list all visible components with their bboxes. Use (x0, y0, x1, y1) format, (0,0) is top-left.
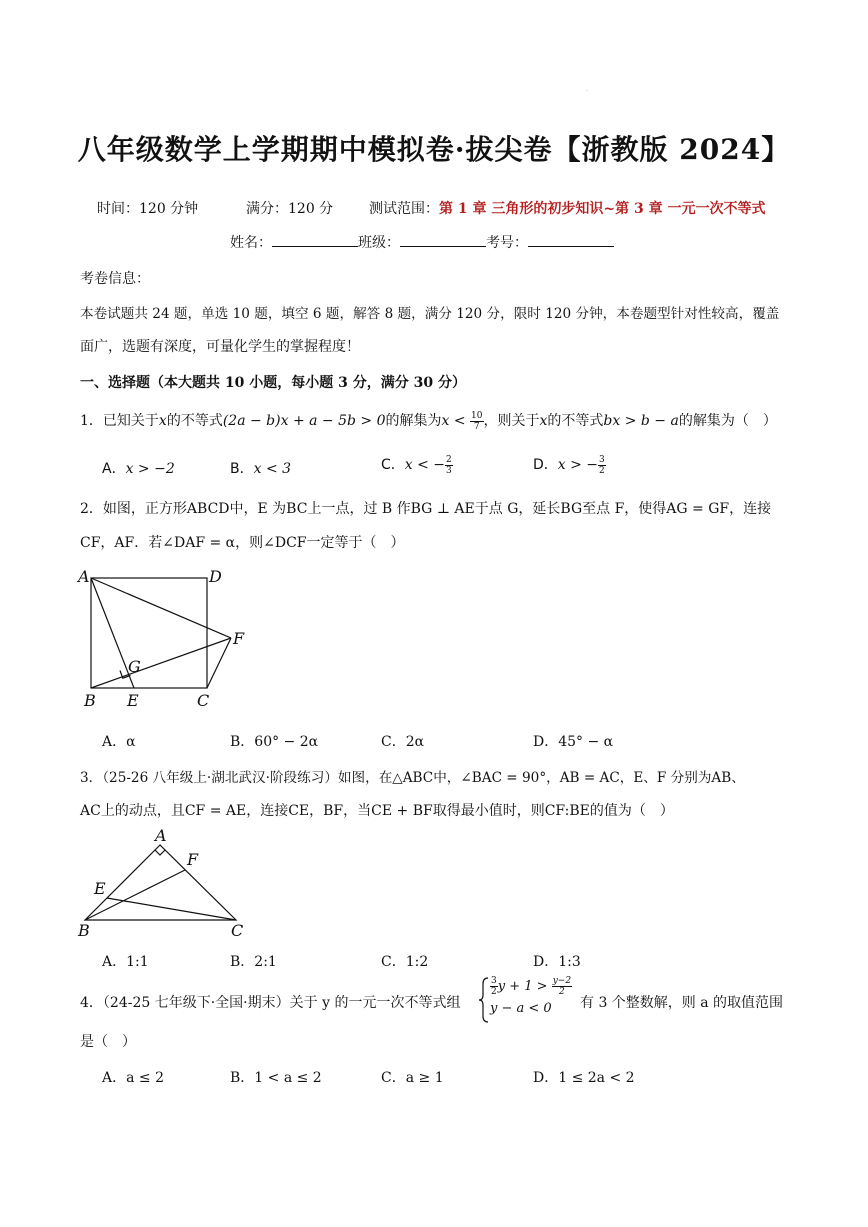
system-fraction (490, 976, 498, 997)
exam-score: 满分：120 分 (246, 201, 334, 217)
class-blank[interactable] (400, 232, 486, 247)
option-letter: C． (381, 457, 405, 473)
fraction-numerator: 3 (599, 454, 605, 465)
q1-expr: (2a − b)x + a − 5b > 0 (222, 413, 386, 429)
info-line-2: 面广，选题有深度，可量化学生的掌握程度！ (80, 339, 360, 355)
q3-option-d[interactable]: D．1:3 (533, 954, 581, 970)
vertex-c: C (197, 691, 210, 710)
vertex-e: E (94, 879, 106, 898)
exam-range (369, 198, 765, 218)
q1-text: 的解集为（ ） (678, 413, 777, 429)
system-expr: y + 1 > (497, 979, 548, 994)
name-label: 姓名： (230, 235, 272, 251)
option-fraction (598, 455, 606, 476)
q1-fraction (470, 411, 483, 432)
vertex-d: D (209, 567, 222, 586)
q3-option-a[interactable]: A．1:1 (102, 954, 149, 970)
option-value: x < − (404, 457, 446, 473)
q3-option-b[interactable]: B．2:1 (230, 954, 277, 970)
student-fields (230, 232, 614, 252)
vertex-e: E (127, 691, 139, 710)
fraction-denominator: 7 (473, 421, 480, 432)
page-title: 八年级数学上学期期中模拟卷·拔尖卷【浙教版 2024】 (77, 133, 791, 166)
fraction-denominator: 2 (491, 987, 497, 997)
inequality-system (490, 976, 572, 1020)
q3-option-c[interactable]: C．1:2 (381, 954, 429, 970)
section-heading: 一、选择题（本大题共 10 小题，每小题 3 分，满分 30 分） (80, 375, 466, 391)
stray-dot: . (586, 86, 588, 93)
vertex-a: A (78, 567, 90, 586)
q1-var: x (158, 413, 167, 429)
question-number: 2． (80, 501, 103, 517)
q4-text-tail: 有 3 个整数解，则 a 的取值范围 (580, 995, 784, 1011)
exam-no-blank[interactable] (528, 232, 614, 247)
question-number: 1． (80, 413, 103, 429)
q1-option-b[interactable] (230, 458, 291, 478)
info-line-1: 本卷试题共 24 题，单选 10 题，填空 6 题，解答 8 题，满分 120 分，限时 120 分钟，本卷题型针对性较高，覆盖 (80, 306, 780, 322)
exam-time: 时间：120 分钟 (97, 201, 199, 217)
question-3-line-1 (80, 766, 745, 786)
q1-text: 的解集为 (385, 413, 442, 429)
vertex-g: G (128, 657, 141, 676)
range-label: 测试范围： (369, 201, 439, 217)
question-1 (80, 410, 777, 432)
vertex-f: F (233, 629, 245, 648)
fraction-denominator: 3 (446, 465, 452, 476)
q2-text: 如图，正方形ABCD中，E 为BC上一点，过 B 作BG ⊥ AE于点 G，延长BG至点 F，使得AG = GF，连接 (102, 501, 772, 517)
fraction-denominator: 2 (559, 987, 565, 997)
q2-option-a[interactable]: A．α (102, 734, 136, 750)
vertex-b: B (84, 691, 96, 710)
name-blank[interactable] (272, 232, 358, 247)
fraction-numerator: y−2 (552, 976, 572, 986)
q2-option-c[interactable]: C．2α (381, 734, 425, 750)
option-letter: B． (230, 461, 254, 477)
question-3-line-2: AC上的动点，且CF = AE，连接CE，BF，当CE + BF取得最小值时，则CF:BE的值为（ ） (80, 803, 674, 819)
vertex-a: A (155, 826, 167, 845)
range-value: 第 1 章 三角形的初步知识~第 3 章 一元一次不等式 (439, 201, 766, 217)
exam-no-label: 考号： (486, 235, 528, 251)
class-label: 班级： (358, 235, 400, 251)
square-abcd (91, 578, 207, 688)
fraction-denominator: 2 (599, 465, 605, 476)
triangle-figure (74, 824, 254, 940)
q1-expr: x < (441, 413, 466, 429)
question-4-line-2: 是（ ） (80, 1034, 136, 1050)
system-row-1 (490, 976, 572, 998)
question-2-line-2: CF，AF．若∠DAF = α，则∠DCF一定等于（ ） (80, 535, 405, 551)
option-value: x < 3 (253, 461, 292, 477)
q1-text: 的不等式 (166, 413, 223, 429)
q2-option-d[interactable]: D．45° − α (533, 734, 614, 750)
q1-option-a[interactable] (102, 458, 175, 478)
vertex-c: C (231, 921, 244, 940)
q1-text: 已知关于 (102, 413, 159, 429)
q4-text: （24-25 七年级下·全国·期末）关于 y 的一元一次不等式组 (102, 995, 461, 1011)
fraction-numerator: 2 (446, 454, 452, 465)
brace-icon (478, 976, 490, 1024)
system-fraction (552, 976, 572, 997)
question-number: 3． (80, 770, 103, 786)
square-figure (76, 566, 256, 712)
option-letter: A． (102, 461, 126, 477)
vertex-f: F (187, 850, 199, 869)
option-value: x > −2 (125, 461, 175, 477)
question-4-line-1 (80, 992, 460, 1012)
question-2-line-1 (80, 498, 771, 518)
q4-option-a[interactable]: A．a ≤ 2 (102, 1070, 164, 1086)
q4-option-d[interactable]: D．1 ≤ 2a < 2 (533, 1070, 635, 1086)
question-number: 4． (80, 995, 103, 1011)
option-fraction (445, 455, 453, 476)
vertex-b: B (78, 921, 90, 940)
q2-option-b[interactable]: B．60° − 2α (230, 734, 319, 750)
q4-option-b[interactable]: B．1 < a ≤ 2 (230, 1070, 322, 1086)
fraction-numerator: 10 (471, 410, 483, 421)
info-heading: 考卷信息： (80, 271, 150, 287)
segment-af (91, 578, 231, 638)
option-value: x > − (557, 457, 599, 473)
q1-option-c[interactable] (381, 454, 453, 476)
q3-text: （25-26 八年级上·湖北武汉·阶段练习）如图，在△ABC中，∠BAC = 90°，AB = AC，E、F 分别为AB、 (102, 770, 745, 786)
q4-option-c[interactable]: C．a ≥ 1 (381, 1070, 444, 1086)
option-letter: D． (533, 457, 558, 473)
q1-expr: bx > b − a (603, 413, 679, 429)
system-row-2: y − a < 0 (490, 1001, 552, 1016)
q1-option-d[interactable] (533, 454, 606, 476)
q1-text: ，则关于 (483, 413, 540, 429)
fraction-numerator: 3 (491, 976, 497, 986)
right-angle-mark (155, 850, 165, 855)
q1-text: 的不等式 (547, 413, 604, 429)
q1-var: x (539, 413, 548, 429)
